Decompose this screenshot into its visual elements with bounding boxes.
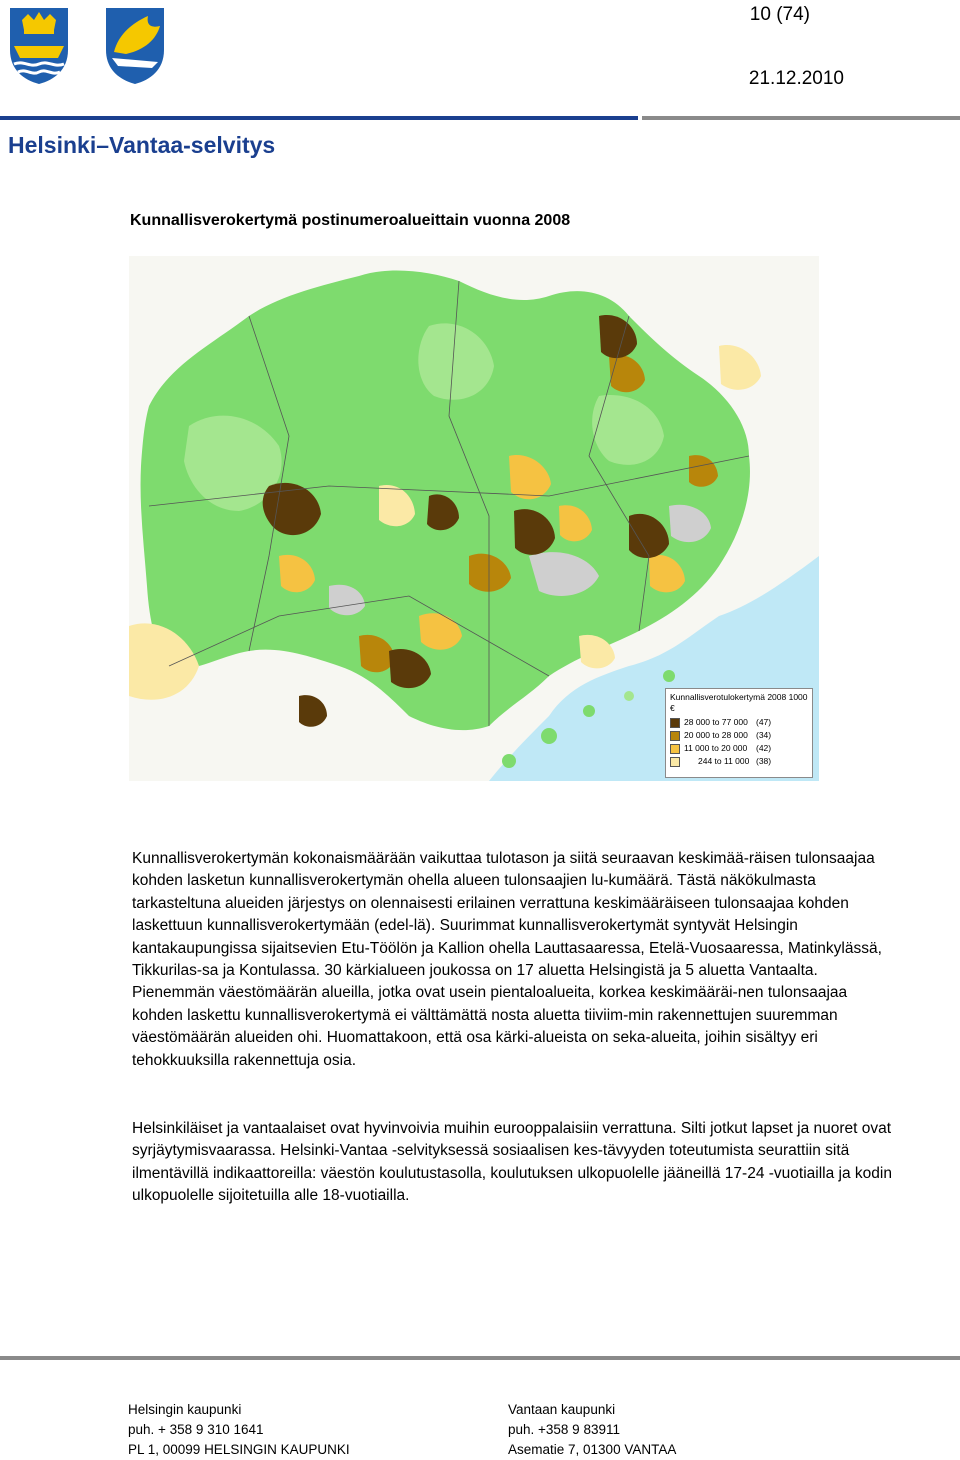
map-legend — [665, 688, 813, 778]
footer-helsinki — [128, 1400, 350, 1460]
body-paragraph-social-sustainability: Helsinkiläiset ja vantaalaiset ovat hyvinvoivia muihin eurooppalaisiin verrattuna. Silti jotkut lapset ja nuoret ovat syrjäytymisvaarassa. Helsinki-Vantaa -selvityksessä sosiaalisen kes-tävyyden toteutumista seurattiin sitä ilmentävillä indikaattoreilla: väestön koulutustasolla, koulutuksen ulkopuolelle jääneillä 17-24 -vuotiailla ja kodin ulkopuolelle sijoitetuilla alle 18-vuotiailla. — [132, 1120, 892, 1205]
footer-vantaa-phone: puh. +358 9 83911 — [508, 1422, 620, 1437]
legend-range: 11 000 to 20 000 — [684, 743, 748, 753]
legend-swatch — [670, 744, 680, 754]
legend-range: 20 000 to 28 000 — [684, 730, 748, 740]
legend-count: (47) — [756, 717, 772, 727]
legend-swatch — [670, 718, 680, 728]
vantaa-coat-of-arms-logo — [104, 6, 166, 86]
footer-vantaa-name: Vantaan kaupunki — [508, 1402, 616, 1417]
tax-revenue-map — [129, 256, 819, 781]
legend-item — [670, 743, 810, 754]
header-rule-grey — [642, 116, 960, 120]
legend-item — [670, 730, 810, 741]
footer-helsinki-name: Helsingin kaupunki — [128, 1402, 242, 1417]
legend-swatch — [670, 731, 680, 741]
page-number: 10 (74) — [749, 4, 810, 25]
document-title: Helsinki–Vantaa-selvitys — [8, 132, 276, 158]
footer-rule — [0, 1356, 960, 1360]
footer-helsinki-phone: puh. + 358 9 310 1641 — [128, 1422, 264, 1437]
legend-count: (42) — [756, 743, 772, 753]
header-rule-blue — [0, 116, 638, 120]
legend-swatch — [670, 757, 680, 767]
body-paragraph-tax-revenue: Kunnallisverokertymän kokonaismäärään vaikuttaa tulotason ja siitä seuraavan keskimää-räisen tulonsaajaa kohden lasketun kunnallisverokertymän ohella alueen tulonsaajien lu-kumäärä. Tästä näkökulmasta tarkasteltuna alueiden järjestys on olennaisesti erilainen verrattuna keskimääräiseen tulonsaajaa kohden laskettuun kunnallisverokertymään (edel-lä). Suurimmat kunnallisverokertymät syntyvät Helsingin kantakaupungissa sijaitsevien Etu-Töölön ja Kallion ohella Lauttasaaressa, Etelä-Vuosaaressa, Matinkylässä, Tikkurilas-sa ja Kontulassa. 30 kärkialueen joukossa on 17 aluetta Helsingistä ja 5 aluetta Vantaalta. Pienemmän väestömäärän alueilla, jotka ovat usein pientaloalueita, korkea keskimääräi-nen tulonsaajaa kohden laskettu kunnallisverokertymä ei välttämättä nosta aluetta tiiviim-min rakennettujen suuremman väestömäärän alueiden ohi. Huomattakoon, että osa kärki-alueista on seka-alueita, joihin sisältyy eri tehokkuuksilla rakennettuja osia. — [132, 850, 882, 1069]
legend-count: (34) — [756, 730, 772, 740]
legend-item — [670, 756, 810, 767]
footer-vantaa-address: Asematie 7, 01300 VANTAA — [508, 1442, 677, 1457]
legend-range: 28 000 to 77 000 — [684, 717, 748, 727]
footer-helsinki-address: PL 1, 00099 HELSINGIN KAUPUNKI — [128, 1442, 350, 1457]
document-date: 21.12.2010 — [748, 68, 844, 89]
header-rule — [0, 116, 960, 120]
legend-range: 244 to 11 000 — [698, 756, 750, 766]
footer-vantaa — [508, 1400, 676, 1460]
helsinki-coat-of-arms-logo — [8, 6, 70, 86]
legend-count: (38) — [756, 756, 772, 766]
legend-item — [670, 717, 810, 728]
map-title: Kunnallisverokertymä postinumeroalueittain vuonna 2008 — [130, 212, 571, 229]
legend-title: Kunnallisverotulokertymä 2008 1000 € — [670, 692, 808, 713]
